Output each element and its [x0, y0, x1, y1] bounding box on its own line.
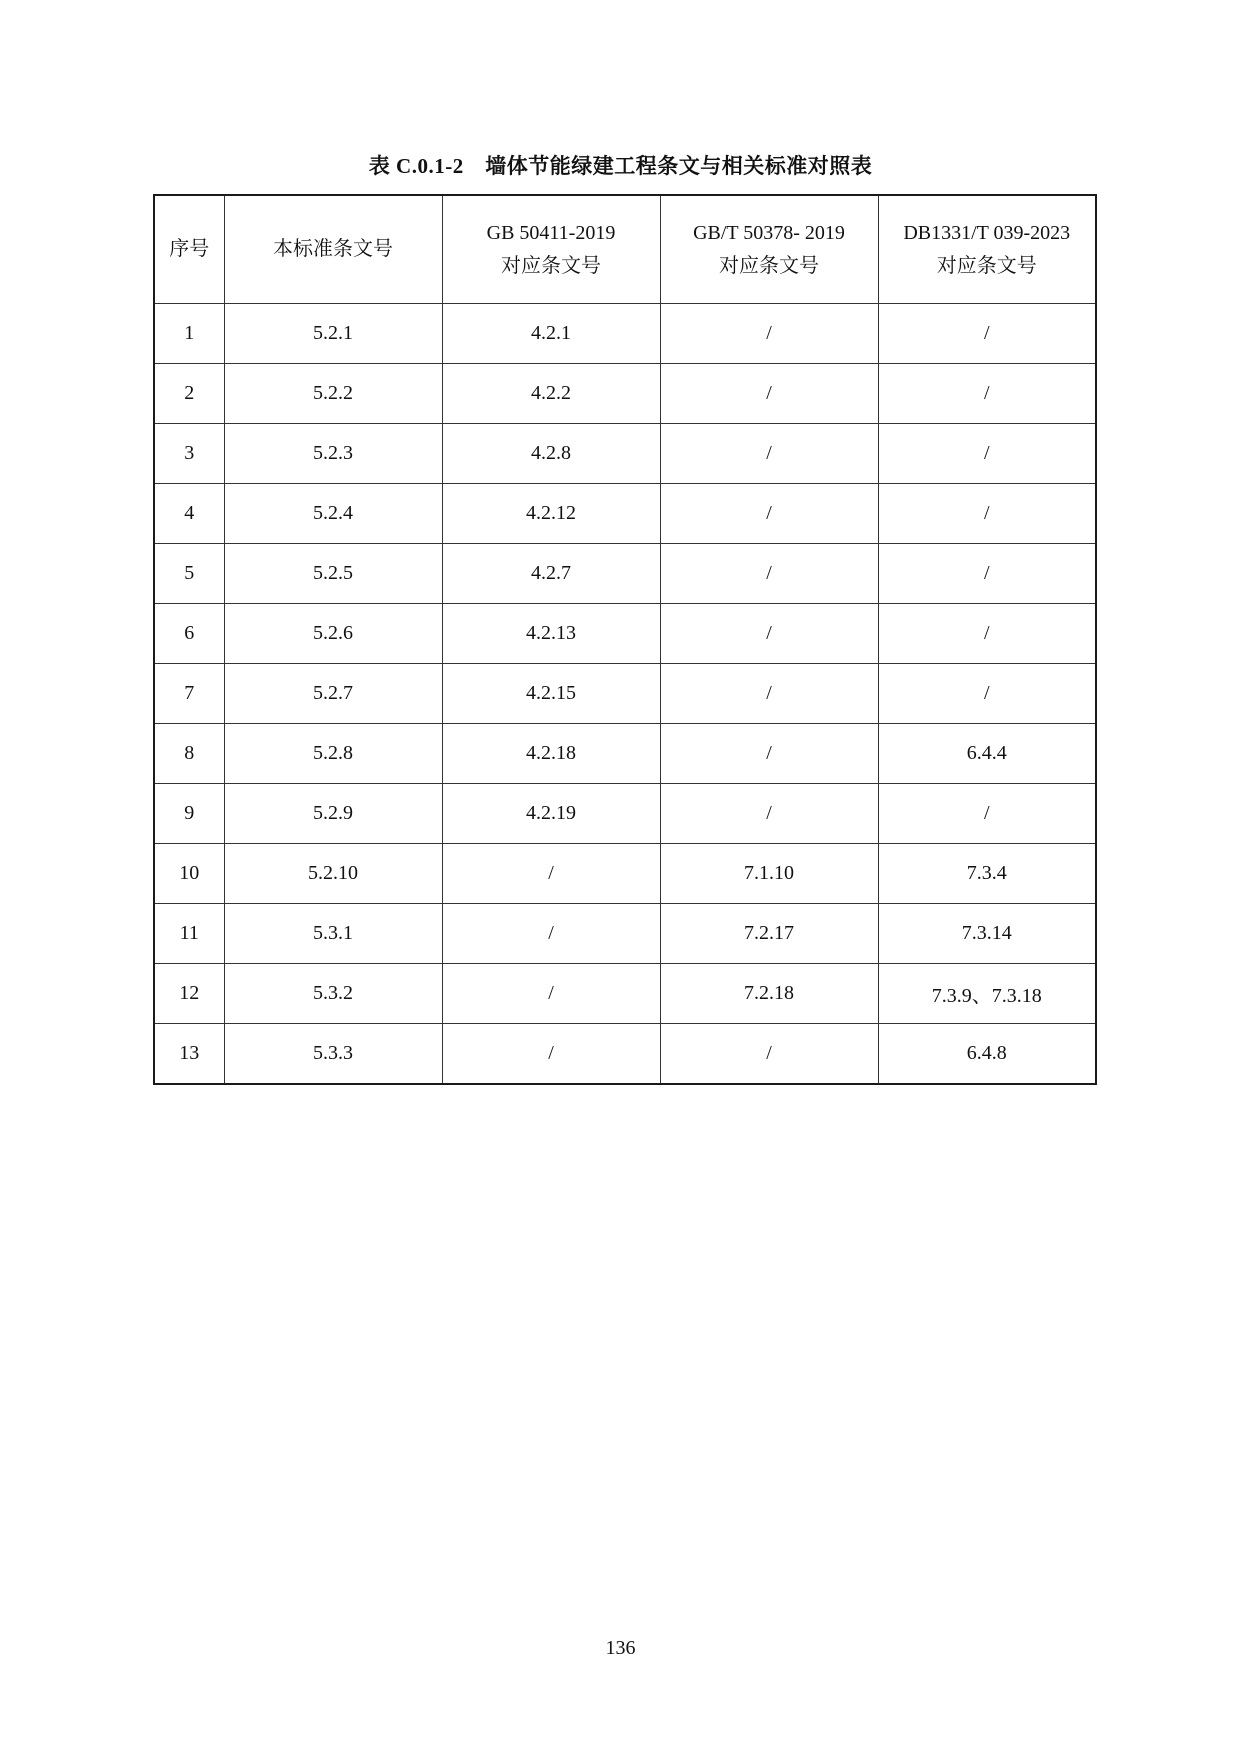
cell-seq-no: 4 [154, 484, 224, 544]
table-row [154, 544, 1096, 604]
cell-this-standard-clause: 5.2.4 [224, 484, 442, 544]
cell-gbt50378-clause: / [660, 364, 878, 424]
cell-db1331-clause: / [878, 364, 1096, 424]
table-row [154, 304, 1096, 364]
header-gbt50378-clause: GB/T 50378- 2019 对应条文号 [660, 195, 878, 304]
cell-gb50411-clause: 4.2.1 [442, 304, 660, 364]
cell-this-standard-clause: 5.3.3 [224, 1024, 442, 1085]
table-row [154, 424, 1096, 484]
cell-this-standard-clause: 5.2.3 [224, 424, 442, 484]
header-gb50411-clause: GB 50411-2019 对应条文号 [442, 195, 660, 304]
table-row [154, 484, 1096, 544]
table-row [154, 844, 1096, 904]
cell-this-standard-clause: 5.2.6 [224, 604, 442, 664]
cell-seq-no: 8 [154, 724, 224, 784]
cell-gbt50378-clause: / [660, 544, 878, 604]
table-row [154, 664, 1096, 724]
table-header-row [154, 195, 1096, 304]
cell-seq-no: 13 [154, 1024, 224, 1085]
cell-seq-no: 11 [154, 904, 224, 964]
cell-gb50411-clause: 4.2.12 [442, 484, 660, 544]
cell-this-standard-clause: 5.2.5 [224, 544, 442, 604]
cell-gbt50378-clause: / [660, 784, 878, 844]
cell-gb50411-clause: 4.2.18 [442, 724, 660, 784]
cell-gbt50378-clause: 7.2.18 [660, 964, 878, 1024]
cell-seq-no: 6 [154, 604, 224, 664]
table-row [154, 724, 1096, 784]
header-this-standard-clause: 本标准条文号 [224, 195, 442, 304]
table-title: 表 C.0.1-2 墙体节能绿建工程条文与相关标准对照表 [368, 154, 873, 178]
cell-db1331-clause: 7.3.4 [878, 844, 1096, 904]
table-row [154, 604, 1096, 664]
cell-gbt50378-clause: / [660, 724, 878, 784]
cell-db1331-clause: / [878, 424, 1096, 484]
cell-gb50411-clause: / [442, 844, 660, 904]
cell-gb50411-clause: 4.2.19 [442, 784, 660, 844]
header-db1331-clause: DB1331/T 039-2023 对应条文号 [878, 195, 1096, 304]
cell-gbt50378-clause: / [660, 484, 878, 544]
table-body [154, 304, 1096, 1085]
cell-this-standard-clause: 5.2.1 [224, 304, 442, 364]
cell-gbt50378-clause: / [660, 424, 878, 484]
cell-seq-no: 7 [154, 664, 224, 724]
standards-comparison-table [153, 194, 1097, 1085]
cell-gb50411-clause: 4.2.13 [442, 604, 660, 664]
cell-gb50411-clause: 4.2.15 [442, 664, 660, 724]
cell-db1331-clause: 7.3.9、7.3.18 [878, 964, 1096, 1024]
cell-gb50411-clause: / [442, 904, 660, 964]
cell-db1331-clause: / [878, 604, 1096, 664]
cell-gbt50378-clause: / [660, 304, 878, 364]
page-number: 136 [605, 1637, 636, 1659]
cell-db1331-clause: / [878, 484, 1096, 544]
table-row [154, 364, 1096, 424]
cell-seq-no: 3 [154, 424, 224, 484]
cell-db1331-clause: 6.4.4 [878, 724, 1096, 784]
cell-gbt50378-clause: / [660, 604, 878, 664]
cell-db1331-clause: 7.3.14 [878, 904, 1096, 964]
cell-seq-no: 12 [154, 964, 224, 1024]
cell-db1331-clause: / [878, 304, 1096, 364]
cell-db1331-clause: / [878, 664, 1096, 724]
cell-seq-no: 9 [154, 784, 224, 844]
cell-gb50411-clause: / [442, 1024, 660, 1085]
table-row [154, 964, 1096, 1024]
cell-this-standard-clause: 5.2.10 [224, 844, 442, 904]
cell-seq-no: 5 [154, 544, 224, 604]
cell-gbt50378-clause: 7.1.10 [660, 844, 878, 904]
cell-this-standard-clause: 5.2.2 [224, 364, 442, 424]
cell-this-standard-clause: 5.2.8 [224, 724, 442, 784]
table-row [154, 904, 1096, 964]
cell-db1331-clause: / [878, 784, 1096, 844]
cell-gb50411-clause: 4.2.8 [442, 424, 660, 484]
cell-gb50411-clause: 4.2.7 [442, 544, 660, 604]
table-row [154, 1024, 1096, 1085]
cell-db1331-clause: / [878, 544, 1096, 604]
header-seq-no: 序号 [154, 195, 224, 304]
cell-gb50411-clause: 4.2.2 [442, 364, 660, 424]
cell-seq-no: 2 [154, 364, 224, 424]
cell-gb50411-clause: / [442, 964, 660, 1024]
cell-this-standard-clause: 5.2.9 [224, 784, 442, 844]
cell-gbt50378-clause: / [660, 1024, 878, 1085]
cell-db1331-clause: 6.4.8 [878, 1024, 1096, 1085]
cell-this-standard-clause: 5.2.7 [224, 664, 442, 724]
cell-seq-no: 1 [154, 304, 224, 364]
cell-gbt50378-clause: / [660, 664, 878, 724]
cell-gbt50378-clause: 7.2.17 [660, 904, 878, 964]
cell-this-standard-clause: 5.3.2 [224, 964, 442, 1024]
cell-this-standard-clause: 5.3.1 [224, 904, 442, 964]
cell-seq-no: 10 [154, 844, 224, 904]
table-row [154, 784, 1096, 844]
